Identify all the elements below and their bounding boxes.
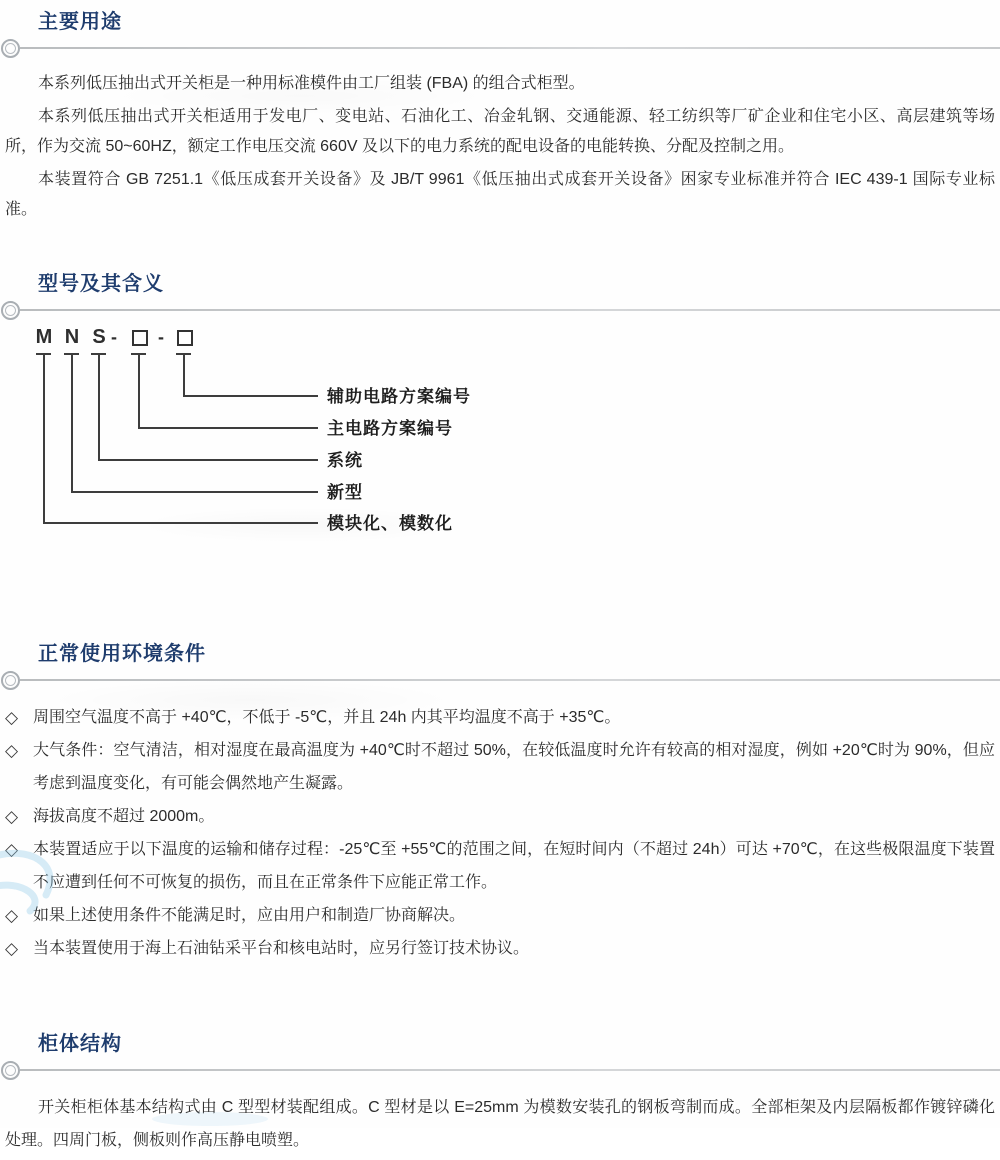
section-heading-environment: 正常使用环境条件 (38, 643, 206, 665)
model-placeholder-box (132, 330, 148, 346)
section-divider (0, 673, 1000, 689)
section-environment (0, 638, 1000, 965)
section-heading-structure: 柜体结构 (38, 1033, 122, 1055)
divider-line (20, 1069, 1000, 1071)
connector-line (138, 427, 318, 429)
connector-line (98, 355, 100, 461)
diagram-label-main-circuit: 主电路方案编号 (327, 419, 453, 438)
divider-line (20, 47, 1000, 49)
section-heading-model: 型号及其含义 (38, 273, 164, 295)
model-designation-diagram (0, 326, 1000, 544)
paragraph: 本装置符合 GB 7251.1《低压成套开关设备》及 JB/T 9961《低压抽出式成套开关设备》困家专业标准并符合 IEC 439-1 国际专业标准。 (5, 171, 995, 218)
list-item (5, 734, 995, 800)
paragraph: 开关柜柜体基本结构式由 C 型型材装配组成。C 型材是以 E=25mm 为模数安装孔的钢板弯制而成。全部柜架及内层隔板都作镀锌磷化处理。四周门板，侧板则作高压静电喷塑。 (5, 1099, 995, 1149)
divider-line (20, 309, 1000, 311)
model-char-s: S (92, 326, 106, 348)
list-item (5, 800, 995, 833)
section-divider (0, 303, 1000, 319)
section-divider (0, 1063, 1000, 1079)
bullet-text: 本装置适应于以下温度的运输和储存过程：-25℃至 +55℃的范围之间，在短时间内（不超过 24h）可达 +70℃，在这些极限温度下装置不应遭到任何不可恢复的损伤，而且在正常条件下应能正常工作。 (33, 841, 995, 891)
bullet-text: 当本装置使用于海上石油钻采平台和核电站时，应另行签订技术协议。 (33, 940, 530, 957)
paragraph: 本系列低压抽出式开关柜是一种用标准模件由工厂组装 (FBA) 的组合式柜型。 (38, 75, 585, 92)
connector-line (71, 355, 73, 493)
diamond-bullet-icon: ◇ (5, 807, 19, 826)
ring-ornament-icon (1, 671, 20, 690)
section-main-uses (0, 6, 1000, 228)
diagram-label-aux-circuit: 辅助电路方案编号 (327, 387, 471, 406)
diagram-label-new-type: 新型 (327, 483, 363, 502)
connector-line (98, 459, 318, 461)
model-char-n: N (64, 326, 80, 348)
section-heading-main-uses: 主要用途 (38, 11, 122, 33)
environment-bullet-list (0, 701, 1000, 965)
model-dash: - (158, 327, 164, 347)
list-item (5, 932, 995, 965)
main-uses-content (0, 69, 1000, 225)
diamond-bullet-icon: ◇ (5, 939, 19, 958)
diamond-bullet-icon: ◇ (5, 906, 19, 925)
ring-ornament-icon (1, 301, 20, 320)
list-item (5, 701, 995, 734)
section-divider (0, 41, 1000, 57)
model-dash: - (111, 327, 117, 347)
connector-line (43, 355, 45, 524)
connector-line (183, 355, 185, 397)
section-model-meaning (0, 268, 1000, 544)
bullet-text: 如果上述使用条件不能满足时，应由用户和制造厂协商解决。 (33, 907, 466, 924)
connector-line (138, 355, 140, 429)
list-item (5, 899, 995, 932)
bullet-text: 海拔高度不超过 2000m。 (33, 808, 215, 825)
ring-ornament-icon (1, 39, 20, 58)
diagram-label-modular: 模块化、模数化 (327, 514, 453, 533)
ring-ornament-icon (1, 1061, 20, 1080)
paragraph: 本系列低压抽出式开关柜适用于发电厂、变电站、石油化工、冶金轧钢、交通能源、轻工纺织等厂矿企业和住宅小区、高层建筑等场所，作为交流 50~60HZ，额定工作电压交流 660V 及以下的电力系统的配电设备的电能转换、分配及控制之用。 (5, 108, 995, 155)
diagram-label-system: 系统 (327, 451, 363, 470)
divider-line (20, 679, 1000, 681)
structure-content (0, 1091, 1000, 1157)
model-char-m: M (35, 326, 53, 348)
list-item (5, 833, 995, 899)
model-placeholder-box (177, 330, 193, 346)
diamond-bullet-icon: ◇ (5, 708, 19, 727)
section-cabinet-structure (0, 1028, 1000, 1160)
diamond-bullet-icon: ◇ (5, 741, 19, 760)
connector-line (71, 491, 318, 493)
bullet-text: 大气条件：空气清洁，相对湿度在最高温度为 +40℃时不超过 50%，在较低温度时允许有较高的相对湿度，例如 +20℃时为 90%，但应考虑到温度变化，有可能会偶然地产生凝露。 (33, 742, 995, 792)
connector-line (183, 395, 318, 397)
bullet-text: 周围空气温度不高于 +40℃，不低于 -5℃，并且 24h 内其平均温度不高于 +35℃。 (33, 709, 621, 726)
diamond-bullet-icon: ◇ (5, 840, 19, 859)
connector-line (43, 522, 318, 524)
